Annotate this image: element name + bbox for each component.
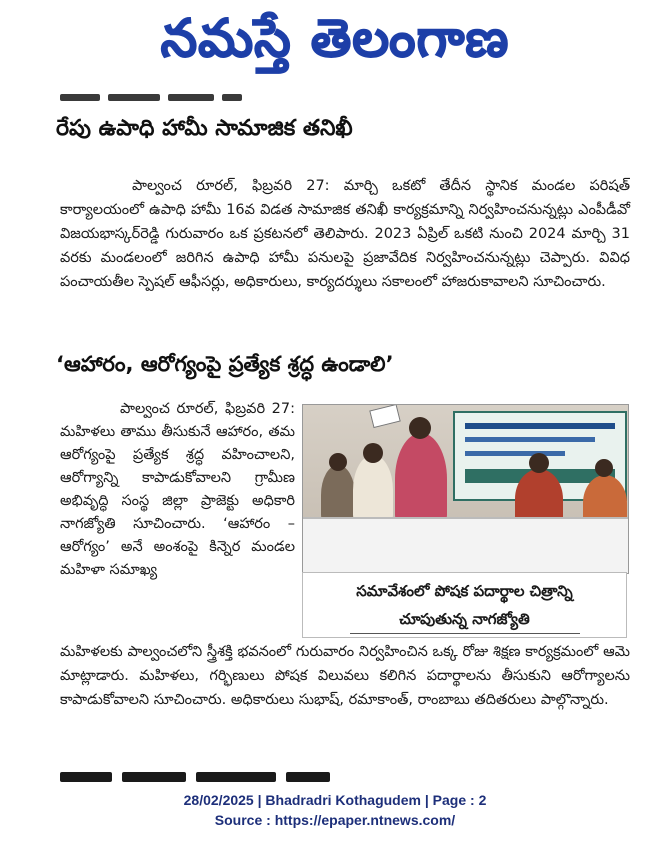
caption-line-2: చూపుతున్న నాగజ్యోతి xyxy=(399,610,530,628)
article2-body-full: మహిళలకు పాల్వంచలోని స్త్రీశక్తి భవనంలో గురువారం నిర్వహించిన ఒక్క రోజు శిక్షణ కార్యక్రమంలో ఆమె మాట్లాడారు. మహిళలు, గర్భిణులు పోషక విలువలు కలిగిన పదార్థాలను తీసుకుని ఆరోగ్యాలను కాపాడుకోవాలని సూచించారు. అధికారులు సుభాష్, రమాకాంత్, రాంబాబు తదితరులు పాల్గొన్నారు. xyxy=(60,644,630,708)
article1-body: పాల్వంచ రూరల్, ఫిబ్రవరి 27: మార్చి ఒకటో తేదీన స్థానిక మండల పరిషత్ కార్యాలయంలో ఉపాధి హామీ 16వ విడత సామాజిక తనిఖీ కార్యక్రమాన్ని నిర్వహించనున్నట్లు ఎంపీడీవో విజయభాస్కర్‌రెడ్డి గురువారం ఒక ప్రకటనలో తెలిపారు. 2023 ఏప్రిల్ ఒకటి నుంచి 2024 మార్చి 31 వరకు మండలంలో జరిగిన ఉపాధి హామీ పనులపై ప్రజావేదిక నిర్వహించనున్నట్లు చెప్పారు. వివిధ పంచాయతీల స్పెషల్ ఆఫీసర్లు, అధికారులు, కార్యదర్శులు సకాలంలో హాజరుకావాలని సూచించారు. xyxy=(60,178,630,290)
article2-headline: ‘ఆహారం, ఆరోగ్యంపై ప్రత్యేక శ్రద్ధ ఉండాలి’ xyxy=(56,352,394,376)
article2-body-left: పాల్వంచ రూరల్, ఫిబ్రవరి 27: మహిళలు తాము తీసుకునే ఆహారం, తమ ఆరోగ్యంపై ప్రత్యేక శ్రద్ధ వహించాలని, ఆరోగ్యాన్ని కాపాడుకోవాలని గ్రామీణ అభివృద్ధి సంస్థ జిల్లా ప్రాజెక్టు అధికారి నాగజ్యోతి సూచించారు. ‘ఆహారం – ఆరోగ్యం’ అనే అంశంపై కిన్నెర మండల మహిళా సమాఖ్య xyxy=(60,401,295,578)
article2-photo xyxy=(302,404,629,574)
caption-underline xyxy=(350,633,580,634)
footer-source: Source : https://epaper.ntnews.com/ xyxy=(214,812,456,828)
cropped-headline-fragment xyxy=(60,770,360,784)
cropped-text-fragment xyxy=(60,90,280,104)
footer-date-edition: 28/02/2025 | Bhadradri Kothagudem | Page : 2 xyxy=(183,792,487,808)
photo-caption xyxy=(302,572,627,638)
article2-body-column xyxy=(60,398,295,582)
newspaper-logo: నమస్తే తెలంగాణ xyxy=(160,9,510,69)
masthead xyxy=(0,0,670,78)
caption-line-1: సమావేశంలో పోషక పదార్థాల చిత్రాన్ని xyxy=(356,582,573,600)
article1-headline: రేపు ఉపాధి హామీ సామాజిక తనిఖీ xyxy=(56,116,353,141)
page-footer xyxy=(0,792,670,828)
